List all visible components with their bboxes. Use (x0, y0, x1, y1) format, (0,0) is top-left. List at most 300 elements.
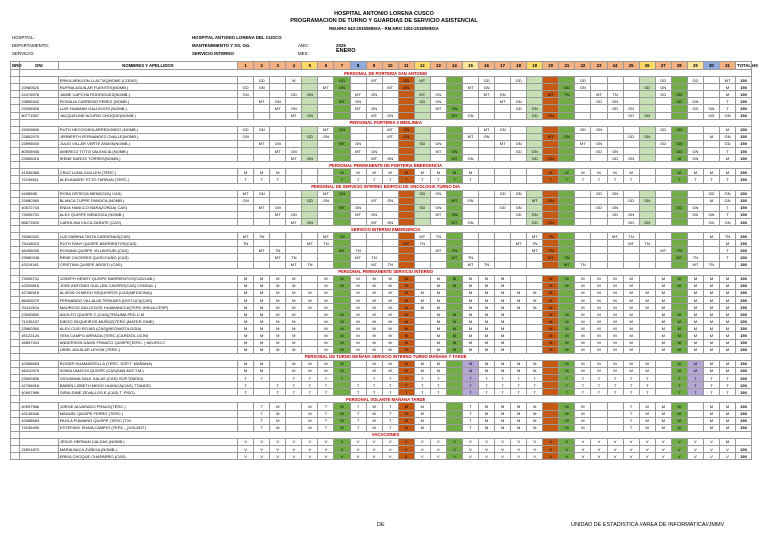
shift-cell (479, 240, 495, 247)
shift-cell (607, 247, 623, 254)
shift-cell: M (254, 304, 270, 311)
shift-cell (462, 211, 478, 218)
shift-cell (446, 367, 462, 374)
total-hours: 150 (736, 282, 752, 289)
shift-cell (703, 204, 719, 211)
day-header: 23 (591, 62, 607, 70)
shift-cell: V (495, 438, 511, 445)
shift-cell: GD (559, 84, 575, 91)
shift-cell (350, 190, 366, 197)
shift-cell (302, 346, 318, 353)
shift-cell: M (254, 332, 270, 339)
shift-cell: M (302, 304, 318, 311)
shift-cell: GD (527, 155, 543, 162)
shift-cell: T (350, 403, 366, 410)
dni-cell: 4438598 (20, 190, 58, 197)
shift-cell: GN (591, 126, 607, 133)
shift-cell (302, 169, 318, 176)
shift-cell: T (719, 98, 735, 105)
shift-cell: M (687, 275, 703, 282)
shift-cell (414, 126, 430, 133)
shift-cell (639, 261, 655, 268)
shift-cell (671, 190, 687, 197)
shift-cell: M (719, 417, 735, 424)
shift-cell (398, 98, 414, 105)
shift-cell: M (479, 304, 495, 311)
shift-cell: M (479, 311, 495, 318)
shift-cell (607, 133, 623, 140)
shift-cell: M (655, 311, 671, 318)
shift-cell: M (382, 346, 398, 353)
dni-cell: 72196511 (20, 176, 58, 183)
total-hours: 150 (736, 332, 752, 339)
shift-cell: M (655, 417, 671, 424)
section-title-row (11, 226, 752, 233)
shift-cell: GD (238, 126, 254, 133)
shift-cell: V (543, 453, 559, 460)
shift-cell: M (302, 410, 318, 417)
shift-cell: M (703, 282, 719, 289)
shift-cell: TN (687, 254, 703, 261)
shift-cell: M (655, 304, 671, 311)
shift-cell: M (479, 289, 495, 296)
department-label: DEPARTAMENTO: (12, 43, 49, 48)
shift-cell: M (430, 304, 446, 311)
shift-cell (527, 261, 543, 268)
total-hours: 150 (736, 261, 752, 268)
shift-cell: M (607, 297, 623, 304)
shift-cell (462, 204, 478, 211)
shift-cell: GD (687, 211, 703, 218)
shift-cell (671, 297, 687, 304)
section-title-row (11, 119, 752, 126)
dni-cell: 75418023 (20, 240, 58, 247)
shift-cell: M (254, 289, 270, 296)
shift-cell: GN (607, 98, 623, 105)
shift-cell (655, 176, 671, 183)
shift-cell (623, 140, 639, 147)
shift-cell: M (462, 169, 478, 176)
shift-cell: M (238, 289, 254, 296)
row-number (11, 91, 20, 98)
day-header: 22 (575, 62, 591, 70)
shift-cell (446, 240, 462, 247)
shift-cell: V (511, 445, 527, 452)
shift-cell: M (414, 297, 430, 304)
shift-cell: M (623, 304, 639, 311)
section-spacer (11, 226, 20, 233)
shift-cell: M (238, 275, 254, 282)
shift-cell: M (543, 297, 559, 304)
shift-cell: M (591, 318, 607, 325)
shift-cell: T (527, 389, 543, 396)
day-header: 28 (671, 62, 687, 70)
shift-cell: V (270, 445, 286, 452)
shift-cell: MT (270, 148, 286, 155)
shift-cell (238, 403, 254, 410)
shift-cell (511, 197, 527, 204)
shift-cell: T (238, 382, 254, 389)
shift-cell: T (270, 389, 286, 396)
shift-cell: T (703, 389, 719, 396)
total-hours: 150 (736, 289, 752, 296)
section-spacer (11, 268, 20, 275)
employee-name: DIEGO SEQUEIROS MUÑOZ(TERC.)MATER GINE) (58, 318, 237, 325)
schedule-row (11, 204, 752, 211)
shift-cell (687, 218, 703, 225)
shift-cell: M (270, 424, 286, 431)
shift-cell (462, 190, 478, 197)
shift-cell (575, 190, 591, 197)
shift-cell: M (511, 417, 527, 424)
shift-cell (527, 77, 543, 84)
shift-cell (575, 155, 591, 162)
shift-cell: GN (623, 211, 639, 218)
shift-cell (623, 254, 639, 261)
shift-cell (655, 261, 671, 268)
shift-cell (430, 77, 446, 84)
shift-cell: TN (719, 233, 735, 240)
shift-cell: MT (414, 77, 430, 84)
shift-cell: M (719, 282, 735, 289)
shift-cell (479, 176, 495, 183)
shift-cell (366, 190, 382, 197)
shift-cell: GN (366, 105, 382, 112)
shift-cell: T (671, 375, 687, 382)
shift-cell: T (382, 389, 398, 396)
row-number (11, 233, 20, 240)
shift-cell: M (366, 282, 382, 289)
shift-cell (687, 84, 703, 91)
shift-cell (254, 197, 270, 204)
shift-cell: V (334, 453, 350, 460)
shift-cell: M (286, 318, 302, 325)
row-number (11, 261, 20, 268)
dni-cell: 23980520 (20, 84, 58, 91)
shift-cell: M (495, 339, 511, 346)
footer-right: UNIDAD DE ESTADISTICA //AREA DE INFORMATICA//JMMV (571, 522, 725, 528)
shift-cell (462, 247, 478, 254)
shift-cell: M (270, 339, 286, 346)
total-hours: 150 (736, 84, 752, 91)
dni-cell: 40997966 (20, 389, 58, 396)
shift-cell: TN (607, 91, 623, 98)
shift-cell: M (382, 282, 398, 289)
dni-cell: 23991879 (20, 445, 58, 452)
shift-cell (591, 112, 607, 119)
shift-cell (302, 105, 318, 112)
shift-cell: T (607, 176, 623, 183)
shift-cell: M (350, 332, 366, 339)
schedule-row (11, 176, 752, 183)
shift-cell: GN (366, 148, 382, 155)
shift-cell (511, 332, 527, 339)
day-header: 13 (430, 62, 446, 70)
shift-cell (254, 261, 270, 268)
shift-cell: V (318, 445, 334, 452)
shift-cell (575, 254, 591, 261)
shift-cell: GN (382, 155, 398, 162)
shift-cell: V (414, 453, 430, 460)
shift-cell: GN (703, 211, 719, 218)
shift-cell: M (639, 410, 655, 417)
schedule-row (11, 410, 752, 417)
shift-cell (559, 197, 575, 204)
shift-cell: M (527, 403, 543, 410)
month-value: ENERO (336, 48, 356, 54)
shift-cell (286, 98, 302, 105)
shift-cell: TN (559, 91, 575, 98)
shift-cell (334, 197, 350, 204)
shift-cell (479, 218, 495, 225)
shift-cell (639, 190, 655, 197)
shift-cell: M (462, 304, 478, 311)
shift-cell: M (334, 318, 350, 325)
shift-cell (671, 133, 687, 140)
shift-cell: M (543, 275, 559, 282)
month-label: MES: (298, 51, 309, 56)
shift-cell: M (318, 339, 334, 346)
shift-cell (495, 218, 511, 225)
shift-cell: M (334, 360, 350, 367)
shift-cell (414, 325, 430, 332)
shift-cell (286, 417, 302, 424)
shift-cell: T (575, 176, 591, 183)
shift-cell: MT (559, 261, 575, 268)
shift-cell: M (270, 297, 286, 304)
shift-cell: GD (639, 84, 655, 91)
year-value: 2025 (336, 43, 346, 48)
shift-cell (527, 254, 543, 261)
employee-name: JACQUELINE ACURIO CHOQUE(NOMB.) (58, 112, 237, 119)
shift-cell: M (607, 318, 623, 325)
shift-cell: M (318, 275, 334, 282)
shift-cell: V (366, 438, 382, 445)
row-number (11, 77, 20, 84)
shift-cell: M (254, 297, 270, 304)
shift-cell (334, 133, 350, 140)
row-number (11, 332, 20, 339)
shift-cell: M (607, 332, 623, 339)
schedule-row (11, 417, 752, 424)
shift-cell: GN (511, 190, 527, 197)
shift-cell: M (719, 346, 735, 353)
shift-cell: MT (350, 254, 366, 261)
shift-cell: M (366, 360, 382, 367)
section-spacer (11, 431, 20, 438)
dni-cell (20, 77, 58, 84)
shift-cell: GN (623, 105, 639, 112)
shift-cell: T (671, 389, 687, 396)
shift-cell (270, 233, 286, 240)
shift-cell (511, 254, 527, 261)
schedule-row (11, 382, 752, 389)
shift-cell: GN (302, 155, 318, 162)
shift-cell: TN (559, 254, 575, 261)
shift-cell (575, 218, 591, 225)
day-header: 31 (719, 62, 735, 70)
shift-cell: M (559, 275, 575, 282)
shift-cell (527, 91, 543, 98)
day-header: 12 (414, 62, 430, 70)
shift-cell: GN (446, 105, 462, 112)
shift-cell: T (559, 389, 575, 396)
shift-cell (671, 112, 687, 119)
shift-cell (511, 346, 527, 353)
shift-cell (495, 112, 511, 119)
shift-cell (382, 148, 398, 155)
shift-cell (286, 240, 302, 247)
shift-cell: MT (527, 197, 543, 204)
shift-cell: M (559, 367, 575, 374)
shift-cell (511, 233, 527, 240)
shift-cell: GN (607, 190, 623, 197)
shift-cell: M (607, 346, 623, 353)
shift-cell (414, 282, 430, 289)
shift-cell: M (591, 282, 607, 289)
shift-cell (270, 240, 286, 247)
employee-name: ENDA HANCCO BARAZORDA( CAS) (58, 204, 237, 211)
shift-cell: GN (462, 218, 478, 225)
shift-cell: M (575, 297, 591, 304)
shift-cell (270, 112, 286, 119)
shift-cell (414, 332, 430, 339)
shift-cell: T (671, 176, 687, 183)
shift-cell (543, 240, 559, 247)
shift-cell: T (719, 176, 735, 183)
shift-cell: GN (430, 98, 446, 105)
shift-cell (607, 140, 623, 147)
shift-cell: M (655, 332, 671, 339)
shift-cell: M (719, 289, 735, 296)
shift-cell: T (430, 375, 446, 382)
shift-cell: V (414, 445, 430, 452)
shift-cell: M (238, 169, 254, 176)
shift-cell: M (430, 311, 446, 318)
shift-cell: GN (462, 112, 478, 119)
section-spacer (11, 162, 20, 169)
shift-cell: V (479, 453, 495, 460)
total-hours: 150 (736, 133, 752, 140)
shift-cell: M (430, 275, 446, 282)
shift-cell: M (286, 360, 302, 367)
shift-cell: M (703, 410, 719, 417)
shift-cell: M (719, 91, 735, 98)
shift-cell: V (703, 453, 719, 460)
shift-cell (479, 254, 495, 261)
shift-cell (575, 247, 591, 254)
shift-cell: M (671, 403, 687, 410)
shift-cell: M (286, 77, 302, 84)
shift-cell: V (398, 438, 414, 445)
shift-cell (479, 233, 495, 240)
shift-cell (414, 318, 430, 325)
shift-cell: TN (462, 254, 478, 261)
section-title-row (11, 396, 752, 403)
total-header: TOTAL HS (737, 63, 759, 68)
shift-cell: T (318, 424, 334, 431)
shift-cell: T (462, 403, 478, 410)
dni-cell: 43138346 (20, 410, 58, 417)
shift-cell: M (719, 424, 735, 431)
shift-cell: GN (350, 204, 366, 211)
shift-cell: GN (334, 126, 350, 133)
shift-cell: M (623, 325, 639, 332)
shift-cell (559, 233, 575, 240)
shift-cell: T (462, 410, 478, 417)
shift-cell: M (270, 311, 286, 318)
shift-cell: M (591, 325, 607, 332)
shift-cell: T (414, 176, 430, 183)
shift-cell (687, 197, 703, 204)
shift-cell (591, 261, 607, 268)
shift-cell: T (398, 375, 414, 382)
day-header: 20 (543, 62, 559, 70)
shift-cell (719, 261, 735, 268)
shift-cell (334, 240, 350, 247)
schedule-row (11, 91, 752, 98)
shift-cell (414, 211, 430, 218)
shift-cell: M (414, 417, 430, 424)
employee-name: JULIO VILLAR VERTE ANAYA(NOMB.) (58, 140, 237, 147)
schedule-row (11, 297, 752, 304)
shift-cell: M (334, 424, 350, 431)
row-number (11, 218, 20, 225)
shift-cell (495, 77, 511, 84)
shift-cell (495, 240, 511, 247)
shift-cell: T (495, 382, 511, 389)
shift-cell (302, 84, 318, 91)
shift-cell (639, 140, 655, 147)
shift-cell (687, 190, 703, 197)
shift-cell (382, 240, 398, 247)
shift-cell: T (591, 176, 607, 183)
shift-cell: TN (270, 247, 286, 254)
dni-cell (20, 346, 58, 353)
shift-cell (398, 197, 414, 204)
shift-cell (462, 105, 478, 112)
shift-cell: T (286, 389, 302, 396)
shift-cell: M (575, 311, 591, 318)
shift-cell (318, 204, 334, 211)
shift-cell (398, 261, 414, 268)
shift-cell: T (430, 389, 446, 396)
shift-cell (350, 133, 366, 140)
shift-cell: M (527, 289, 543, 296)
shift-cell: M (382, 360, 398, 367)
shift-cell: MT (318, 84, 334, 91)
shift-cell: GD (511, 105, 527, 112)
shift-cell: V (254, 438, 270, 445)
shift-cell: M (623, 289, 639, 296)
shift-cell: GN (302, 218, 318, 225)
shift-cell (430, 155, 446, 162)
shift-cell: TN (238, 240, 254, 247)
shift-cell (543, 211, 559, 218)
shift-cell: MT (446, 218, 462, 225)
day-header: 3 (270, 62, 286, 70)
total-hours: 150 (736, 304, 752, 311)
shift-cell (511, 325, 527, 332)
shift-cell (639, 98, 655, 105)
shift-cell (703, 126, 719, 133)
shift-cell: T (719, 247, 735, 254)
shift-cell: GD (591, 204, 607, 211)
shift-cell (286, 126, 302, 133)
shift-cell: MT (495, 98, 511, 105)
shift-cell (559, 140, 575, 147)
shift-cell (607, 112, 623, 119)
